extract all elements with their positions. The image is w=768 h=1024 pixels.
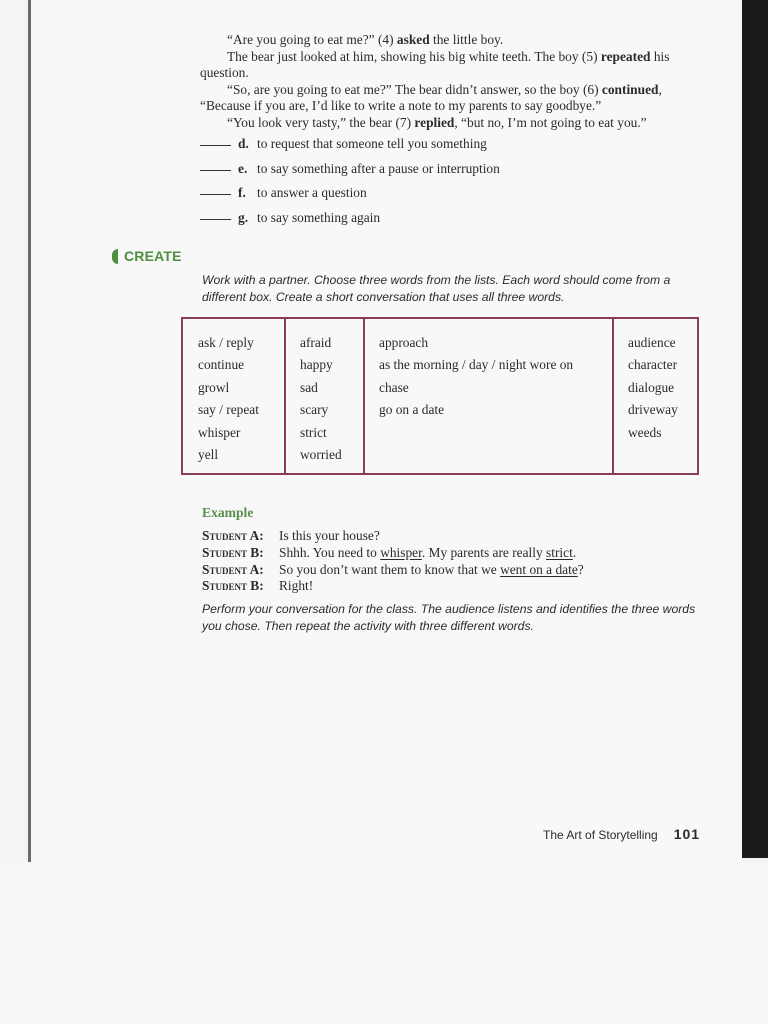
word-item: sad	[300, 379, 318, 395]
definition-item	[200, 161, 500, 186]
story-text	[200, 32, 700, 131]
page-left-edge	[28, 0, 31, 862]
dialog-run: So you don’t want them to know that we	[279, 561, 501, 577]
word-item: driveway	[628, 402, 678, 418]
story-text-run: his question.	[200, 48, 670, 80]
speaker-label: Student B:	[202, 544, 264, 560]
dialog-line	[202, 528, 584, 545]
word-item: happy	[300, 357, 333, 373]
word-column-nouns	[612, 319, 697, 473]
story-text-run: , “but no, I’m not going to eat you.”	[454, 114, 647, 130]
word-item: strict	[300, 424, 327, 440]
speaker-label: Student B:	[202, 578, 264, 594]
word-item: audience	[628, 335, 676, 350]
vocab-word-repeated: repeated	[600, 48, 651, 64]
story-text-run: “So, are you going to eat me?” The bear didn’t answer, so the boy (6)	[227, 81, 602, 97]
story-line-2	[200, 49, 700, 82]
create-heading	[112, 248, 182, 264]
answer-blank[interactable]	[200, 219, 231, 220]
underlined-word: strict	[546, 544, 573, 560]
story-text-run: “You look very tasty,” the bear (7)	[227, 114, 415, 130]
definition-text: to say something again	[257, 209, 381, 225]
word-item: approach	[379, 335, 429, 350]
word-box	[181, 317, 699, 475]
vocab-word-continued: continued	[601, 81, 659, 97]
answer-blank[interactable]	[200, 145, 231, 146]
word-item: whisper	[198, 424, 241, 440]
word-item: afraid	[300, 335, 332, 350]
dialog-line	[202, 562, 584, 579]
word-column-phrases	[363, 319, 612, 473]
definition-letter: e.	[238, 160, 248, 176]
dialog-run: . My parents are really	[421, 544, 547, 560]
word-item: dialogue	[628, 379, 675, 395]
dialog-text	[279, 545, 576, 562]
definition-letter: f.	[238, 185, 246, 200]
story-text-run: The bear just looked at him, showing his big white teeth. The boy (5)	[227, 48, 601, 64]
running-footer-title: The Art of Storytelling	[543, 828, 658, 842]
page-number: 101	[673, 826, 701, 842]
definition-list	[200, 136, 500, 234]
word-column-adjectives	[284, 319, 363, 473]
create-instructions: Work with a partner. Choose three words from the lists. Each word should come from a different box. Create a short conversation that uses all three words.	[202, 273, 671, 304]
speaker-label: Student A:	[202, 528, 264, 543]
perform-instructions: Perform your conversation for the class. The audience listens and identifies the three words you chose. Then repeat the activity with three different words.	[202, 602, 696, 633]
word-item: say / repeat	[198, 402, 259, 418]
dialog-text: Right!	[279, 578, 314, 594]
answer-blank[interactable]	[200, 194, 231, 195]
word-item: weeds	[628, 424, 662, 440]
story-text-run: “Are you going to eat me?” (4)	[227, 32, 397, 47]
word-item: scary	[300, 402, 329, 418]
dialog-line	[202, 578, 584, 595]
section-marker-icon	[112, 249, 118, 264]
definition-item	[200, 210, 500, 235]
definition-text: to request that someone tell you something	[257, 136, 487, 151]
word-item: worried	[300, 447, 342, 463]
definition-text: to answer a question	[257, 185, 367, 200]
story-line-3	[200, 82, 700, 115]
page-right-shadow	[742, 0, 768, 858]
definition-text: to say something after a pause or interruption	[257, 160, 500, 176]
vocab-word-asked: asked	[396, 32, 430, 47]
example-dialog	[202, 528, 584, 595]
word-item: go on a date	[379, 402, 445, 418]
page-footer	[543, 826, 700, 842]
word-item: ask / reply	[198, 335, 254, 350]
definition-item	[200, 136, 500, 161]
underlined-word: whisper	[380, 544, 422, 560]
create-heading-label: CREATE	[124, 248, 182, 264]
word-item: character	[628, 357, 678, 373]
dialog-run: ?	[577, 561, 584, 577]
example-heading: Example	[202, 505, 254, 520]
answer-blank[interactable]	[200, 170, 231, 171]
story-text-run: , “Because if you are, I’d like to write a note to my parents to say goodbye.”	[200, 81, 662, 113]
definition-item	[200, 185, 500, 210]
story-text-run: the little boy.	[429, 32, 504, 47]
speaker-label: Student A:	[202, 561, 264, 577]
dialog-run: Shhh. You need to	[279, 544, 381, 560]
story-line-1	[200, 32, 700, 49]
vocab-word-replied: replied	[414, 114, 455, 130]
story-line-4	[200, 115, 700, 132]
word-item: as the morning / day / night wore on	[379, 357, 574, 373]
definition-letter: g.	[238, 209, 249, 225]
word-item: continue	[198, 357, 245, 373]
underlined-word: went on a date	[500, 561, 578, 577]
word-item: chase	[379, 379, 409, 395]
dialog-line	[202, 545, 584, 562]
definition-letter: d.	[238, 136, 249, 151]
dialog-text	[279, 562, 584, 579]
word-item: yell	[198, 447, 219, 463]
word-item: growl	[198, 379, 230, 395]
word-column-verbs	[183, 319, 284, 473]
dialog-text: Is this your house?	[279, 528, 380, 543]
dialog-run: .	[572, 544, 577, 560]
scanner-bed	[0, 862, 768, 1024]
